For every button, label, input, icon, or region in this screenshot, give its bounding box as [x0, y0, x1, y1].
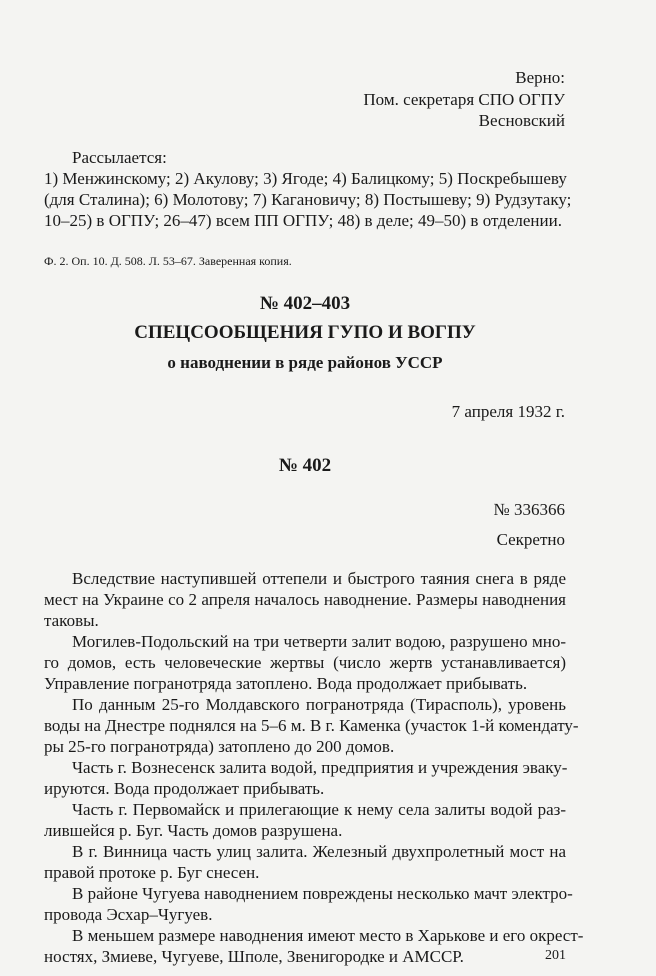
body-line: таковы. — [44, 611, 99, 630]
document-number-range: № 402–403 — [259, 293, 351, 314]
attestation-name: Весновский — [478, 111, 565, 130]
body-line: В районе Чугуева наводнением повреждены несколько мачт электро- — [72, 884, 573, 903]
distribution-line: (для Сталина); 6) Молотову; 7) Кагановичу; 8) Постышеву; 9) Рудзутаку; — [44, 190, 572, 209]
body-line: ностях, Змиеве, Чугуеве, Шполе, Звенигородке и АМССР. — [44, 947, 464, 966]
classification-stamp: Секретно — [496, 530, 565, 549]
source-note: Ф. 2. Оп. 10. Д. 508. Л. 53–67. Заверенная копия. — [44, 254, 292, 268]
body-line: Могилев-Подольский на три четверти залит водою, разрушено мно- — [72, 632, 566, 651]
attestation-position: Пом. секретаря СПО ОГПУ — [363, 90, 565, 109]
document-date: 7 апреля 1932 г. — [451, 402, 565, 421]
body-line: Вследствие наступившей оттепели и быстрого таяния снега в ряде — [72, 569, 566, 588]
document-number: № 402 — [278, 455, 332, 476]
body-line: Управление погранотряда затоплено. Вода продолжает прибывать. — [44, 674, 528, 693]
distribution-heading: Рассылается: — [72, 148, 167, 167]
distribution-line: 10–25) в ОГПУ; 26–47) всем ПП ОГПУ; 48) в деле; 49–50) в отделении. — [44, 211, 562, 230]
body-line: воды на Днестре поднялся на 5–6 м. В г. Каменка (участок 1-й комендату- — [44, 716, 579, 735]
body-line: Часть г. Вознесенск залита водой, предприятия и учреждения эваку- — [72, 758, 568, 777]
body-line: ры 25-го погранотряда) затоплено до 200 домов. — [44, 737, 395, 756]
body-line: го домов, есть человеческие жертвы (число жертв устанавливается) — [44, 653, 566, 672]
body-line: ируются. Вода продолжает прибывать. — [44, 779, 325, 798]
body-line: мест на Украине со 2 апреля началось наводнение. Размеры наводнения — [44, 590, 566, 609]
body-line: лившейся р. Буг. Часть домов разрушена. — [44, 821, 343, 840]
body-line: Часть г. Первомайск и прилегающие к нему села залиты водой раз- — [72, 800, 566, 819]
document-subtitle: о наводнении в ряде районов УССР — [167, 353, 443, 372]
attestation-verno: Верно: — [515, 68, 565, 87]
body-line: По данным 25-го Молдавского погранотряда (Тирасполь), уровень — [72, 695, 566, 714]
document-title: СПЕЦСООБЩЕНИЯ ГУПО И ВОГПУ — [134, 322, 476, 343]
body-line: провода Эсхар–Чугуев. — [44, 905, 213, 924]
registration-number: № 336366 — [493, 500, 565, 519]
body-line: В меньшем размере наводнения имеют место в Харькове и его окрест- — [72, 926, 584, 945]
page-number: 201 — [545, 948, 566, 963]
distribution-line: 1) Менжинскому; 2) Акулову; 3) Ягоде; 4) Балицкому; 5) Поскребышеву — [44, 169, 567, 188]
body-line: правой протоке р. Буг снесен. — [44, 863, 260, 882]
body-line: В г. Винница часть улиц залита. Железный двухпролетный мост на — [72, 842, 566, 861]
